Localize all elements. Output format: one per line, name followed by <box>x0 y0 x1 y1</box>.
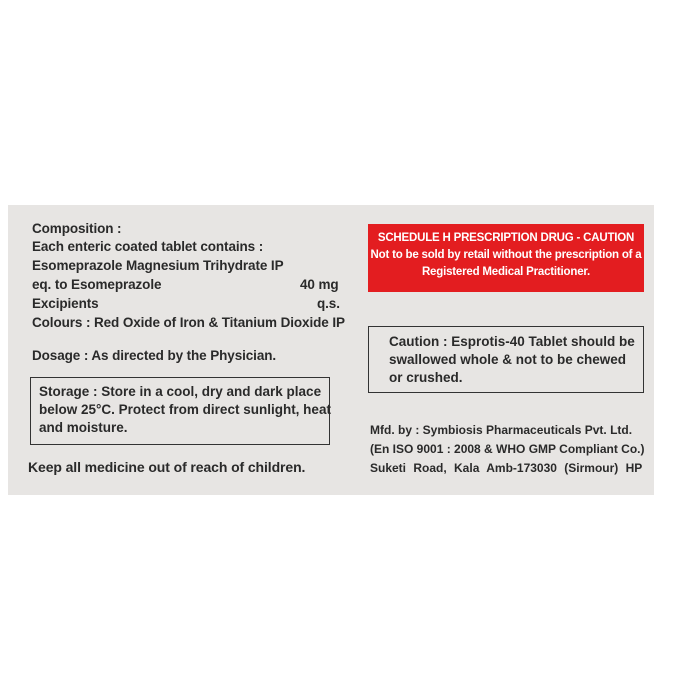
schedule-line-1: SCHEDULE H PRESCRIPTION DRUG - CAUTION <box>377 232 635 244</box>
manufacturer-line-2: (En ISO 9001 : 2008 & WHO GMP Compliant Co.) <box>370 442 645 456</box>
composition-title: Composition : <box>32 221 122 236</box>
manufacturer-line-3: Suketi Road, Kala Amb-173030 (Sirmour) HP <box>370 461 643 475</box>
composition-line-3-value: 40 mg <box>300 277 339 292</box>
caution-line-2: swallowed whole & not to be chewed <box>389 352 627 367</box>
dosage-text: Dosage : As directed by the Physician. <box>32 348 277 363</box>
caution-line-1: Caution : Esprotis-40 Tablet should be <box>389 334 635 349</box>
storage-box <box>30 377 330 445</box>
schedule-h-warning-box <box>368 224 644 292</box>
composition-line-3-label: eq. to Esomeprazole <box>32 277 162 292</box>
caution-line-3: or crushed. <box>389 370 463 385</box>
composition-line-5: Colours : Red Oxide of Iron & Titanium Dioxide IP <box>32 315 345 330</box>
manufacturer-line-1: Mfd. by : Symbiosis Pharmaceuticals Pvt. Ltd. <box>370 423 633 437</box>
storage-line-1: Storage : Store in a cool, dry and dark place <box>39 384 322 399</box>
composition-line-2: Esomeprazole Magnesium Trihydrate IP <box>32 258 284 273</box>
manufacturer-info <box>370 421 645 478</box>
carton-label-panel <box>8 205 654 495</box>
caution-box <box>368 326 644 393</box>
keep-away-warning: Keep all medicine out of reach of children. <box>28 459 306 475</box>
composition-line-1: Each enteric coated tablet contains : <box>32 239 264 254</box>
storage-line-2: below 25°C. Protect from direct sunlight, heat <box>39 402 331 417</box>
composition-line-4-label: Excipients <box>32 296 99 311</box>
storage-line-3: and moisture. <box>39 420 128 435</box>
schedule-line-3: Registered Medical Practitioner. <box>421 266 591 278</box>
schedule-line-2: Not to be sold by retail without the prescription of a <box>370 249 642 261</box>
composition-line-4-value: q.s. <box>317 296 340 311</box>
